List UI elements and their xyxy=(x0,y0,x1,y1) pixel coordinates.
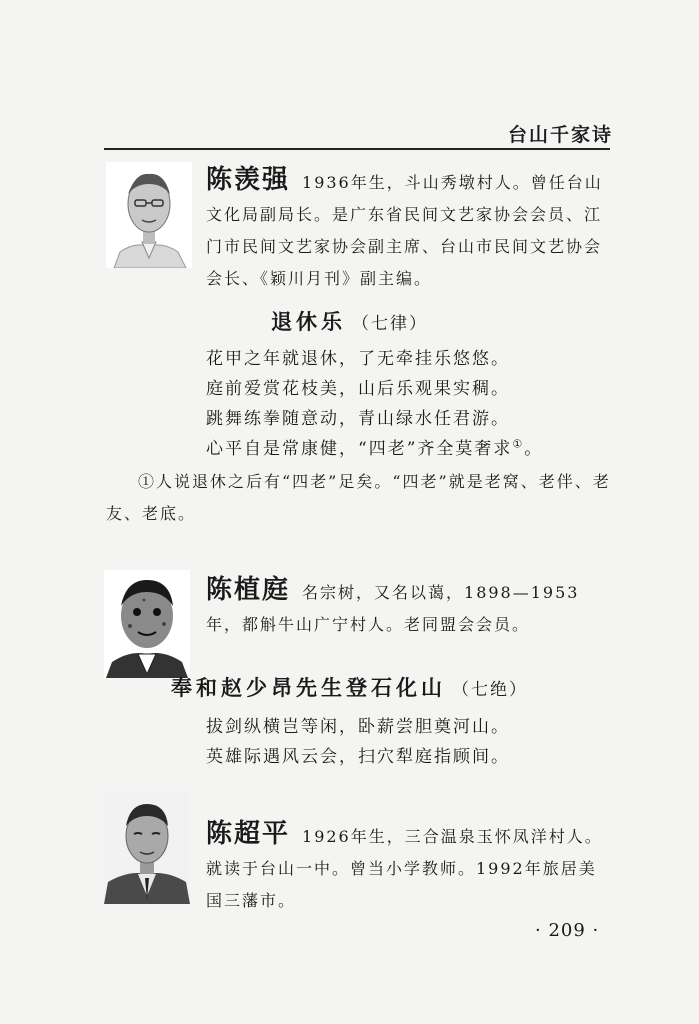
poet-name: 陈超平 xyxy=(206,819,291,849)
portrait-photo xyxy=(106,162,192,268)
poem-title-text: 退休乐 xyxy=(271,310,346,334)
bio-text: 1936年生，斗山秀墩村人。曾任台山文化局副局长。是广东省民间文艺家协会会员、江门市民间文艺家协会副主席、台山市民间文艺协会会长、《颖川月刊》副主编。 xyxy=(206,173,603,288)
footnote: ①人说退休之后有“四老”足矣。“四老”就是老窝、老伴、老友、老底。 xyxy=(106,472,611,523)
poet-name: 陈羡强 xyxy=(206,165,291,195)
portrait-photo xyxy=(104,792,190,904)
poem-line-end: 。 xyxy=(524,439,544,459)
bio-text: 1926年生，三合温泉玉怀凤洋村人。就读于台山一中。曾当小学教师。1992年旅居美国三藩市。 xyxy=(206,827,603,910)
footnote-mark: ① xyxy=(512,437,525,451)
poem-title-text: 奉和赵少昂先生登石化山 xyxy=(171,676,446,700)
header-rule xyxy=(104,148,610,150)
poem-line xyxy=(206,434,543,459)
poem-form: （七绝） xyxy=(452,680,528,700)
page-number: · 209 · xyxy=(535,920,600,941)
bio-entry xyxy=(206,818,614,917)
poem-line: 英雄际遇风云会，扫穴犁庭指顾间。 xyxy=(206,747,510,767)
poem-line-text: 心平自是常康健，“四老”齐全莫奢求 xyxy=(206,439,513,459)
poem-line: 跳舞练拳随意动，青山绿水任君游。 xyxy=(206,409,510,429)
poet-name: 陈植庭 xyxy=(206,575,291,605)
poem-line: 庭前爱赏花枝美，山后乐观果实稠。 xyxy=(206,379,510,399)
poem-line: 拔剑纵横岂等闲，卧薪尝胆奠河山。 xyxy=(206,717,510,737)
bio-entry xyxy=(206,164,614,295)
poem-title xyxy=(0,306,699,336)
poem-line: 花甲之年就退休，了无牵挂乐悠悠。 xyxy=(206,349,510,369)
poem-form: （七律） xyxy=(352,314,428,334)
bio-entry xyxy=(206,574,614,641)
poem-title xyxy=(0,672,699,702)
running-head: 台山千家诗 xyxy=(507,124,613,146)
bio-text: 名宗树，又名以蔼，1898—1953年，都斛牛山广宁村人。老同盟会会员。 xyxy=(206,583,580,634)
portrait-photo xyxy=(104,570,190,678)
